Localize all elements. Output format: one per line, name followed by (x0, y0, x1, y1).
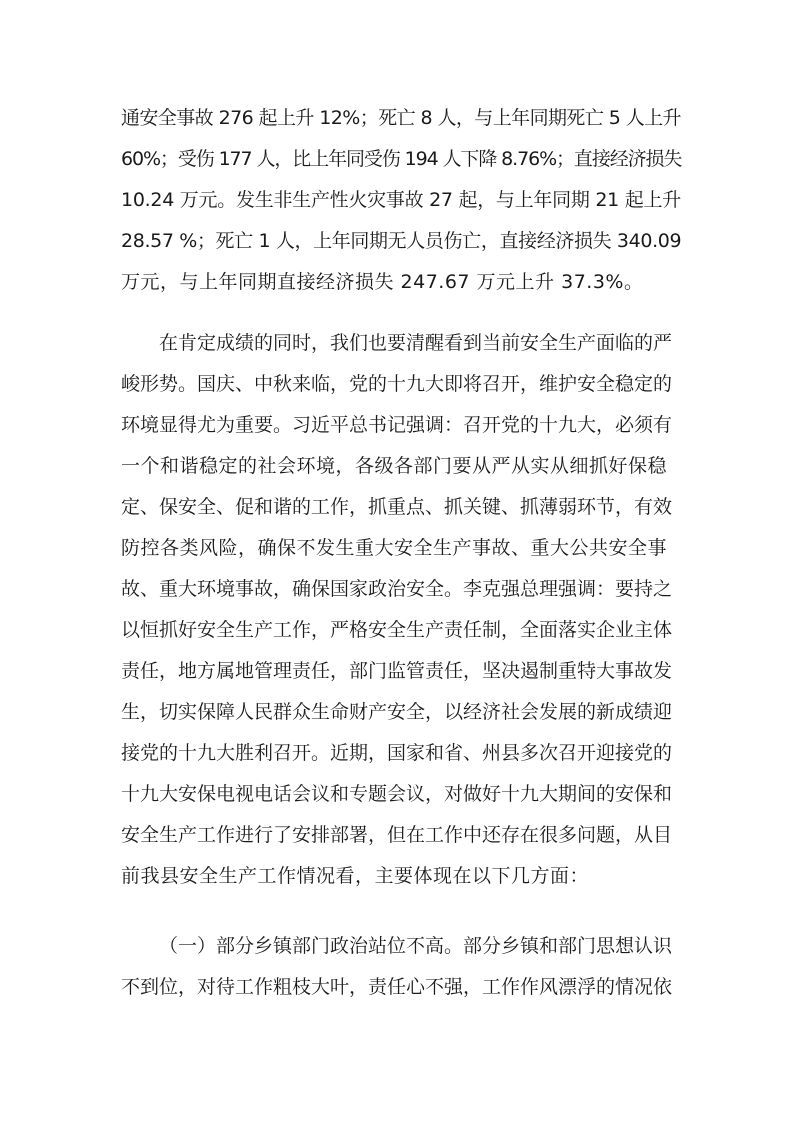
paragraph-2-line-6: 防控各类风险，确保不发生重大安全生产事故、重大公共安全事 (121, 537, 668, 559)
paragraph-1-line-5: 万元，与上年同期直接经济损失 247.67 万元上升 37.3%。 (121, 271, 644, 293)
paragraph-2-line-2: 峻形势。国庆、中秋来临，党的十九大即将召开，维护安全稳定的 (121, 373, 673, 395)
paragraph-2-line-14: 前我县安全生产工作情况看，主要体现在以下几方面： (121, 865, 590, 887)
paragraph-2-line-11: 接党的十九大胜利召开。近期，国家和省、州县多次召开迎接党的 (121, 742, 673, 764)
paragraph-1-line-2: 60%；受伤 177 人，比上年同受伤 194 人下降 8.76%；直接经济损失 (121, 148, 682, 170)
paragraph-2-line-13: 安全生产工作进行了安排部署，但在工作中还存在很多问题，从目 (121, 824, 673, 846)
paragraph-2-line-5: 定、保安全、促和谐的工作，抓重点、抓关键、抓薄弱环节，有效 (121, 496, 673, 518)
paragraph-2-line-12: 十九大安保电视电话会议和专题会议，对做好十九大期间的安保和 (121, 783, 673, 805)
paragraph-1-line-4: 28.57 %；死亡 1 人，上年同期无人员伤亡，直接经济损失 340.09 (121, 230, 682, 252)
paragraph-2-line-10: 生，切实保障人民群众生命财产安全，以经济社会发展的新成绩迎 (121, 701, 673, 723)
paragraph-2-line-4: 一个和谐稳定的社会环境，各级各部门要从严从实从细抓好保稳 (121, 455, 668, 477)
paragraph-2-line-1: 在肯定成绩的同时，我们也要清醒看到当前安全生产面临的严 (159, 332, 673, 354)
paragraph-2-line-3: 环境显得尤为重要。习近平总书记强调：召开党的十九大，必须有 (121, 414, 673, 436)
paragraph-1-line-1: 通安全事故 276 起上升 12%；死亡 8 人，与上年同期死亡 5 人上升 (121, 107, 681, 129)
paragraph-2-line-8: 以恒抓好安全生产工作，严格安全生产责任制，全面落实企业主体 (121, 619, 673, 641)
paragraph-2-line-9: 责任，地方属地管理责任，部门监管责任，坚决遏制重特大事故发 (121, 660, 673, 682)
paragraph-3-line-2: 不到位，对待工作粗枝大叶，责任心不强，工作作风漂浮的情况依 (121, 976, 673, 998)
paragraph-1-line-3: 10.24 万元。发生非生产性火灾事故 27 起，与上年同期 21 起上升 (121, 189, 681, 211)
paragraph-3-line-1: （一）部分乡镇部门政治站位不高。部分乡镇和部门思想认识 (159, 935, 673, 957)
paragraph-2-line-7: 故、重大环境事故，确保国家政治安全。李克强总理强调：要持之 (121, 578, 673, 600)
